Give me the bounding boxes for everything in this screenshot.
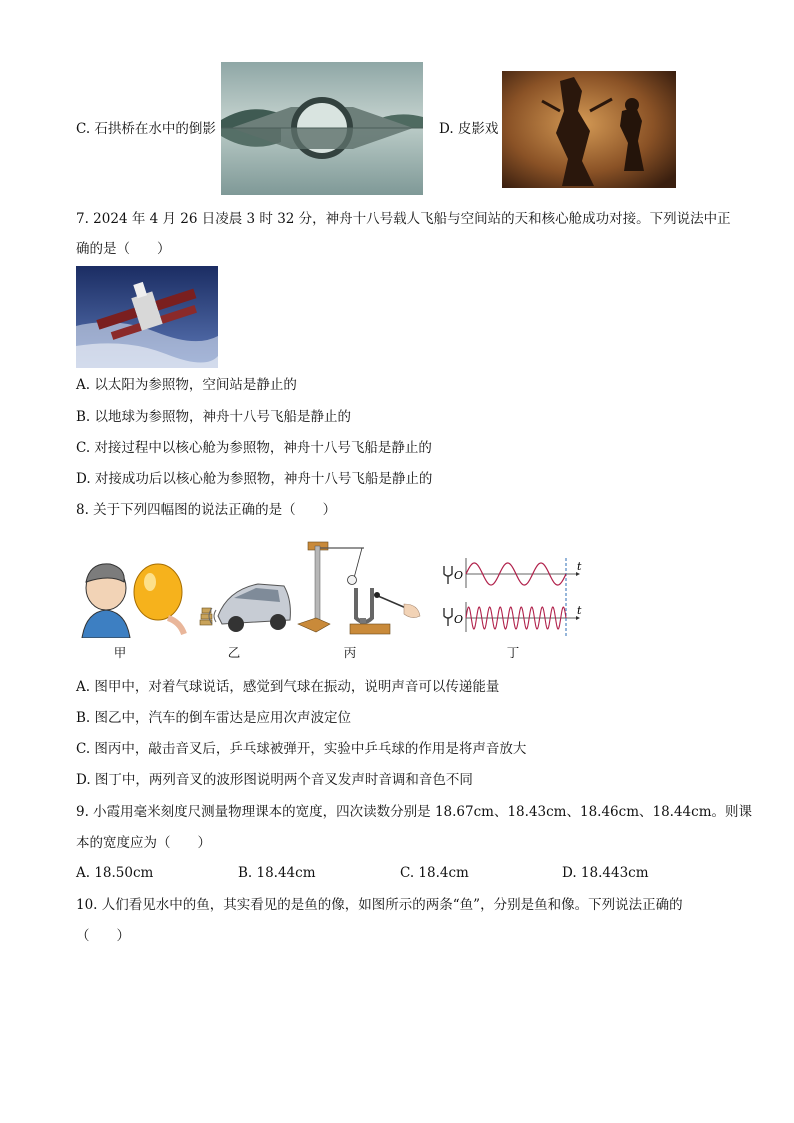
option-c-label: C. 石拱桥在水中的倒影 [76,121,216,137]
figure-jia-boy-balloon [80,560,190,638]
figure-ding-waveforms [440,552,588,640]
q10-stem-line2: （ ） [76,928,130,944]
q7-stem-line2: 确的是（ ） [76,241,171,257]
q7-option-c: C. 对接过程中以核心舱为参照物，神舟十八号飞船是静止的 [76,440,432,456]
caption-bing: 丙 [343,645,357,660]
q9-option-c: C. 18.4cm [400,865,469,881]
figure-yi-car-radar [198,570,294,634]
q9-option-b: B. 18.44cm [238,865,316,881]
q7-option-b: B. 以地球为参照物，神舟十八号飞船是静止的 [76,409,352,425]
q9-option-a: A. 18.50cm [76,865,154,881]
q9-stem-line1: 9. 小霞用毫米刻度尺测量物理课本的宽度，四次读数分别是 18.67cm、18.43cm、18.46cm、18.44cm。则课 [76,804,753,820]
q8-option-a: A. 图甲中，对着气球说话，感觉到气球在振动，说明声音可以传递能量 [76,679,500,695]
q7-option-a: A. 以太阳为参照物，空间站是静止的 [76,377,297,393]
caption-jia: 甲 [113,645,127,660]
caption-yi: 乙 [227,645,241,660]
space-station-image [76,266,218,368]
tuning-fork-icon-bottom [444,608,452,626]
figure-bing-tuning-fork [294,538,426,638]
q7-stem-line1: 7. 2024 年 4 月 26 日凌晨 3 时 32 分，神舟十八号载人飞船与空间站的天和核心舱成功对接。下列说法中正 [76,211,731,227]
q8-option-c: C. 图丙中，敲击音叉后，乒乓球被弹开，实验中乒乓球的作用是将声音放大 [76,741,527,757]
q8-stem: 8. 关于下列四幅图的说法正确的是（ ） [76,502,337,518]
caption-ding: 丁 [506,645,520,660]
q7-option-d: D. 对接成功后以核心舱为参照物，神舟十八号飞船是静止的 [76,471,433,487]
axis-label-top: t [577,560,582,573]
stone-arch-bridge-image [221,62,423,195]
q9-stem-line2: 本的宽度应为（ ） [76,835,211,851]
q8-option-d: D. 图丁中，两列音叉的波形图说明两个音叉发声时音调和音色不同 [76,772,473,788]
origin-label-top: O [454,569,464,582]
option-d-label: D. 皮影戏 [439,121,499,137]
axis-label-bottom: t [577,604,582,617]
q9-option-d: D. 18.443cm [562,865,649,881]
q10-stem-line1: 10. 人们看见水中的鱼，其实看见的是鱼的像，如图所示的两条“鱼”，分别是鱼和像。下列说法正确的 [76,897,683,913]
origin-label-bottom: O [454,613,464,626]
q8-option-b: B. 图乙中，汽车的倒车雷达是应用次声波定位 [76,710,352,726]
shadow-puppet-image [502,71,676,188]
tuning-fork-icon-top [444,566,452,584]
